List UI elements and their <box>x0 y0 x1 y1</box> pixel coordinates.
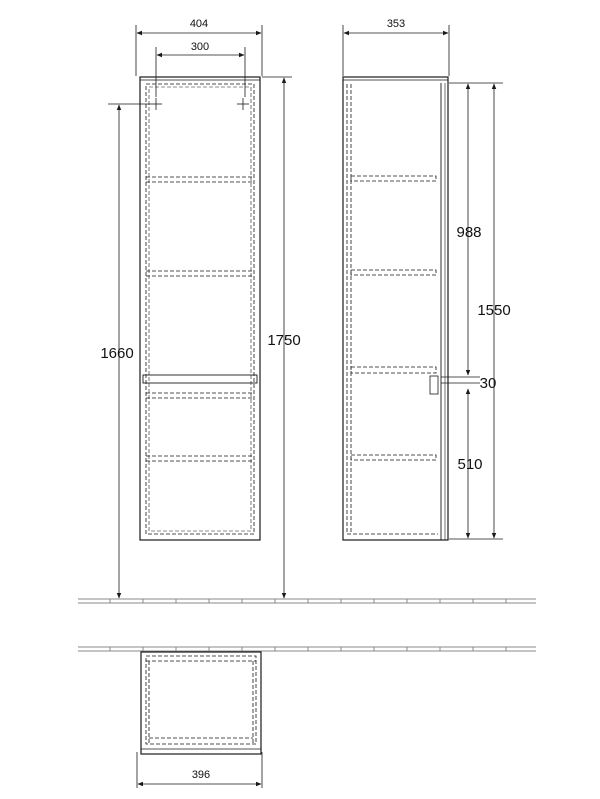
side-cabinet-outline <box>343 77 448 540</box>
label-front-height: 1750 <box>267 332 301 349</box>
front-shelves <box>146 177 254 461</box>
side-view <box>343 77 448 540</box>
label-side-depth: 353 <box>386 18 406 30</box>
label-plan-width: 396 <box>191 769 211 781</box>
plan-view <box>141 652 261 754</box>
label-front-width: 404 <box>189 18 209 30</box>
dim-side-depth <box>343 25 449 76</box>
plan-cabinet-outline <box>141 652 261 754</box>
mounting-hole-left-icon <box>150 98 162 110</box>
label-shelf-thickness: 30 <box>479 375 497 392</box>
front-middle-panel <box>143 375 257 383</box>
front-view <box>140 77 260 540</box>
front-inner-carcass <box>146 84 254 534</box>
floor-line-upper <box>78 599 536 603</box>
label-lower-section: 510 <box>457 456 483 473</box>
label-hole-spacing: 300 <box>190 41 210 53</box>
front-cabinet-outline <box>140 77 260 540</box>
side-handle <box>430 376 438 394</box>
label-hang-height: 1660 <box>100 345 134 362</box>
dim-hole-spacing <box>156 47 245 97</box>
wall-line-plan <box>78 647 536 651</box>
label-side-height: 1550 <box>477 302 511 319</box>
mounting-hole-right-icon <box>237 98 249 110</box>
label-upper-section: 988 <box>456 224 482 241</box>
side-shelves <box>351 176 436 460</box>
dim-shelf-thickness <box>441 377 480 383</box>
